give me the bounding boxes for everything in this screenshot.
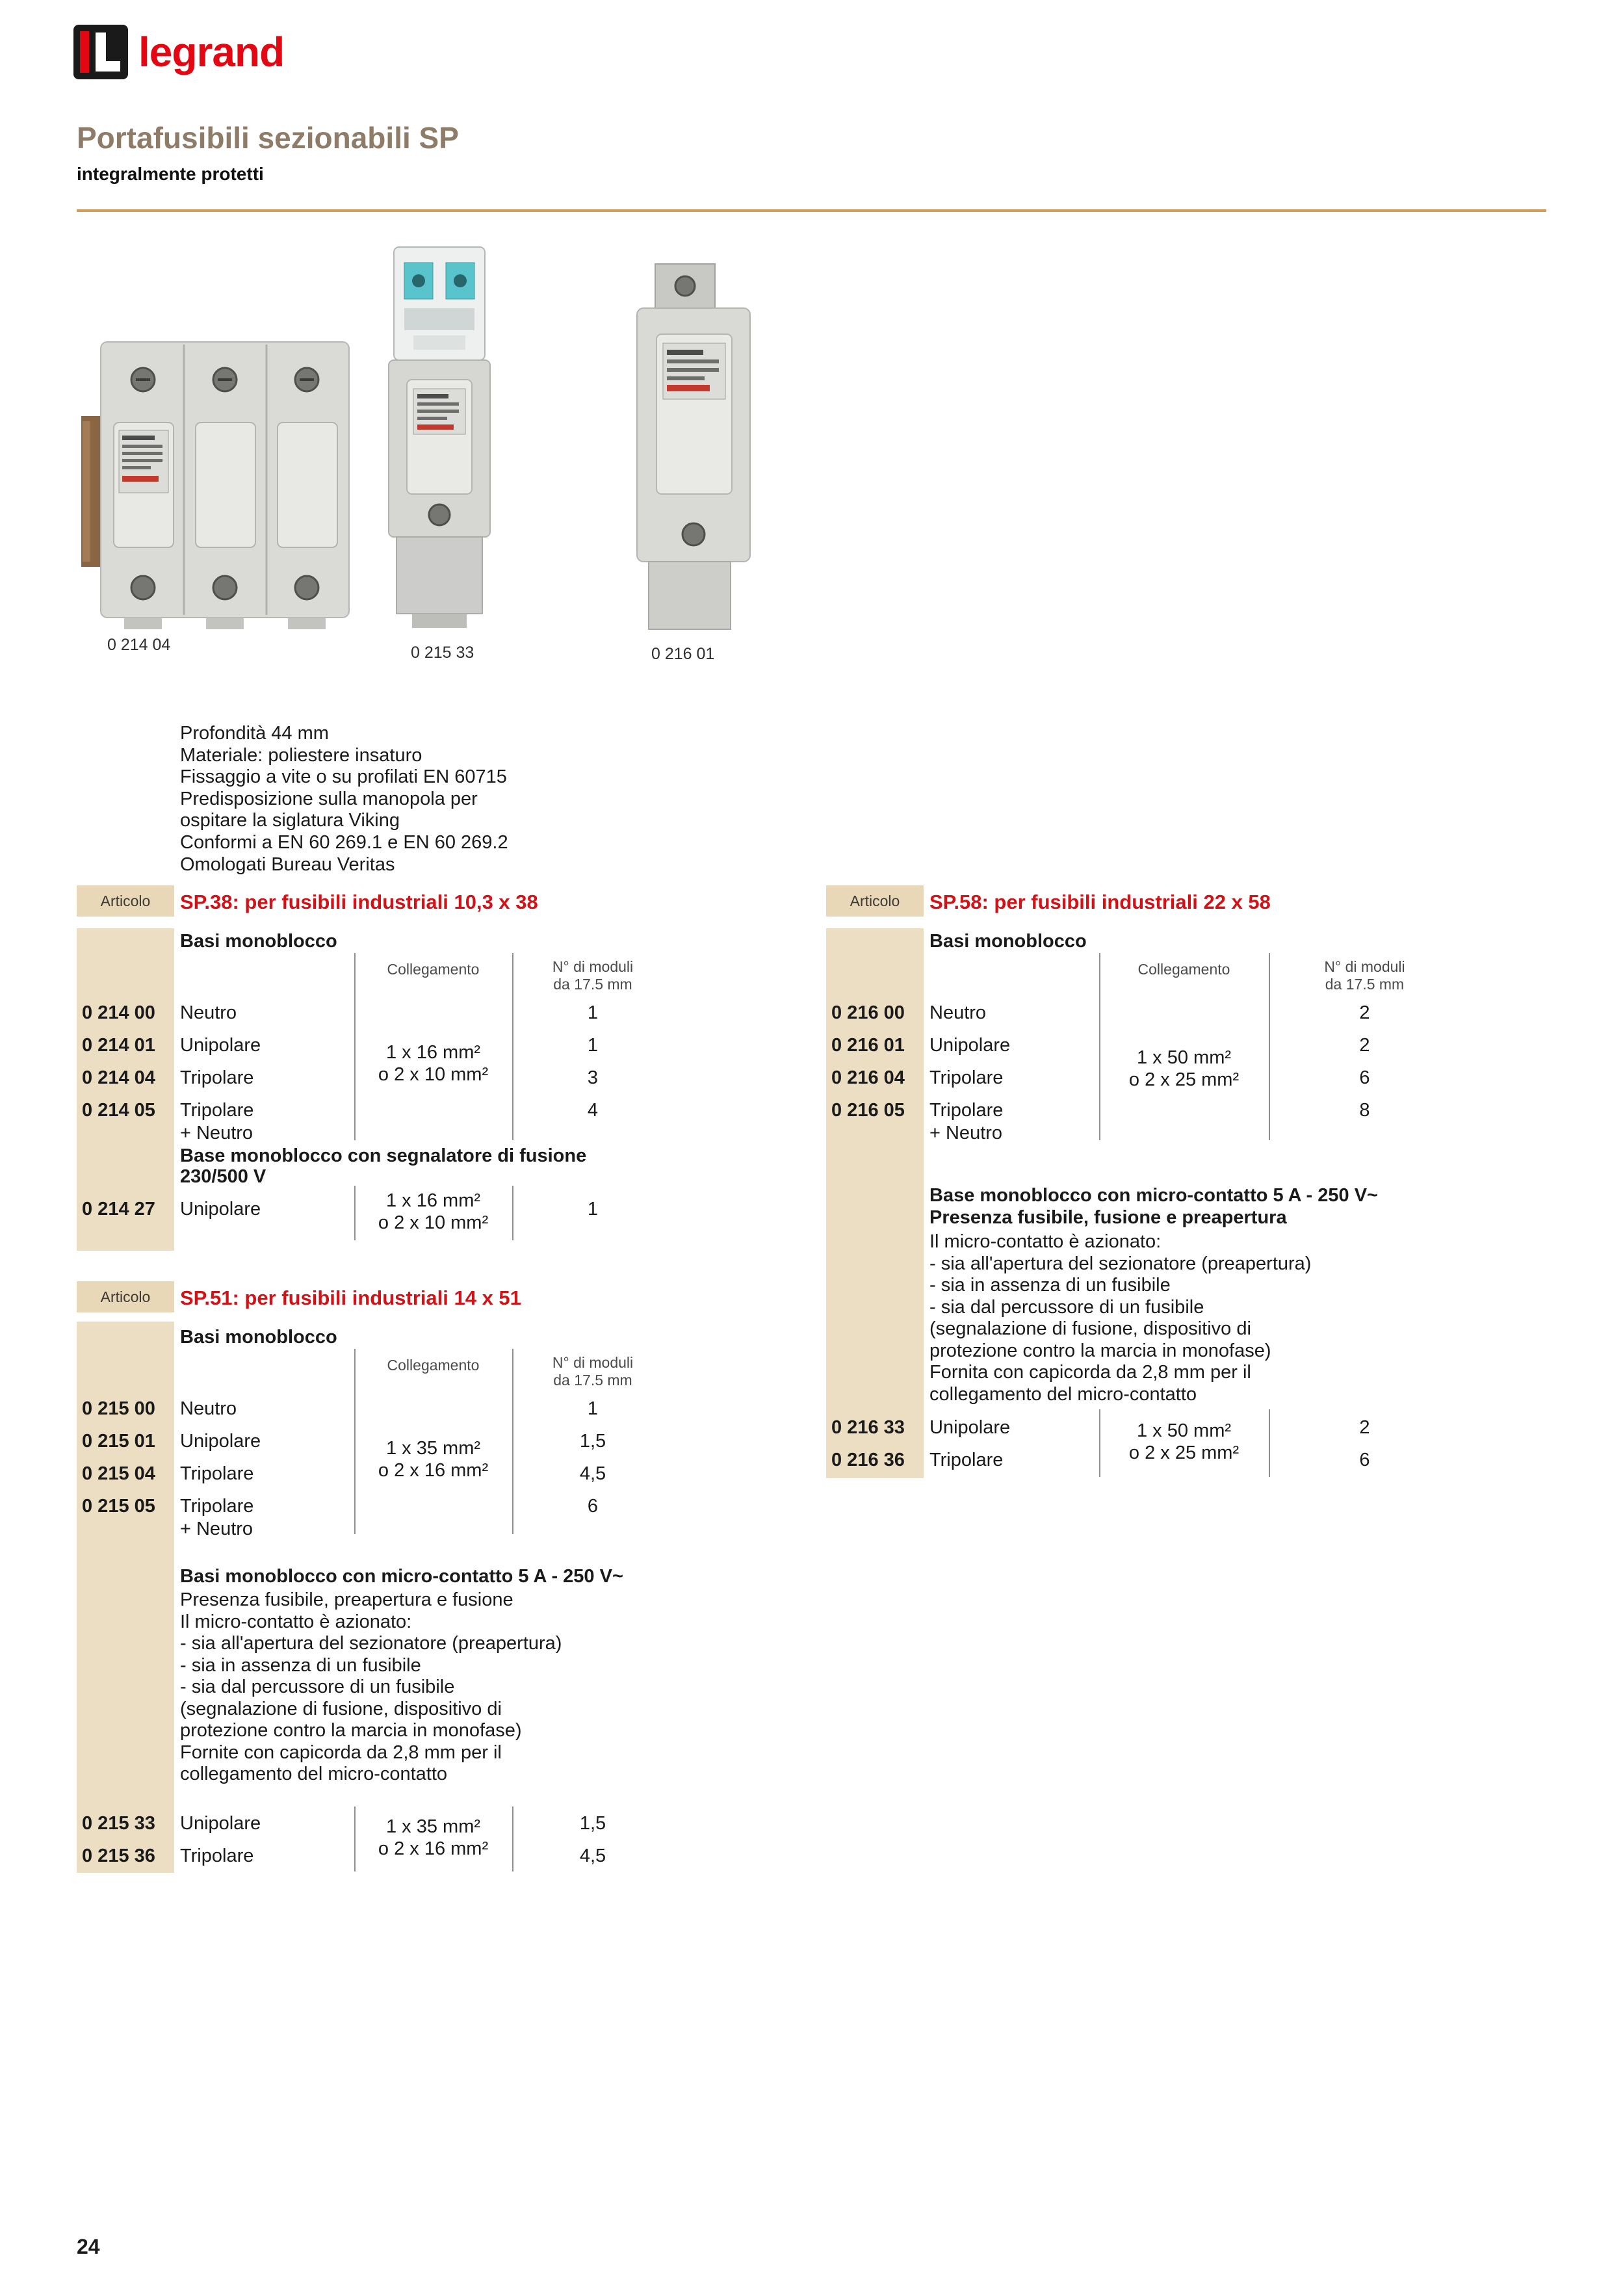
articolo-label: Articolo	[77, 1281, 174, 1312]
section-sp38	[77, 885, 675, 1266]
article-code: 0 214 01	[82, 1035, 155, 1056]
table-title: Basi monoblocco	[929, 931, 1087, 952]
article-code: 0 215 01	[82, 1431, 155, 1452]
article-code: 0 215 00	[82, 1398, 155, 1419]
column-header-moduli: N° di moduli da 17.5 mm	[552, 958, 634, 993]
article-code: 0 214 00	[82, 1002, 155, 1023]
row-description: Unipolare	[929, 1035, 1011, 1056]
row-moduli: 2	[1359, 1002, 1370, 1023]
subsection-title: Base monoblocco con segnalatore di fusione 230/500 V	[180, 1145, 587, 1187]
row-description: Unipolare	[180, 1035, 261, 1056]
collegamento-value: 1 x 50 mm² o 2 x 25 mm²	[1128, 1420, 1240, 1463]
section-heading-sp51: SP.51: per fusibili industriali 14 x 51	[180, 1286, 521, 1309]
legrand-logo	[73, 25, 284, 79]
row-description: Tripolare	[180, 1496, 254, 1517]
row-moduli: 1,5	[579, 1431, 606, 1452]
row-moduli: 4	[587, 1100, 599, 1121]
article-code: 0 215 05	[82, 1496, 155, 1517]
micro-contact-title: Basi monoblocco con micro-contatto 5 A - 250 V~	[180, 1566, 623, 1587]
row-description: Unipolare	[180, 1199, 261, 1220]
product-photo-fuse-holder-micro-contact	[385, 246, 494, 631]
article-code: 0 215 04	[82, 1463, 155, 1484]
column-header-collegamento: Collegamento	[387, 1357, 480, 1374]
row-description: Tripolare	[180, 1067, 254, 1088]
row-description: Unipolare	[180, 1813, 261, 1834]
row-description: Neutro	[929, 1002, 987, 1023]
row-moduli: 1	[587, 1035, 599, 1056]
collegamento-value: 1 x 16 mm² o 2 x 10 mm²	[378, 1042, 489, 1085]
row-moduli: 1	[587, 1002, 599, 1023]
row-moduli: 3	[587, 1067, 599, 1088]
row-description-line2: + Neutro	[180, 1123, 253, 1143]
product-photo-three-pole-fuse-holder	[81, 320, 354, 632]
micro-contact-title: Base monoblocco con micro-contatto 5 A - 250 V~ Presenza fusibile, fusione e preapertura	[929, 1185, 1378, 1228]
row-description: Unipolare	[180, 1431, 261, 1452]
row-description: Tripolare	[929, 1100, 1004, 1121]
row-moduli: 8	[1359, 1100, 1370, 1121]
row-moduli: 2	[1359, 1035, 1370, 1056]
micro-contact-description: Il micro-contatto è azionato: - sia all'apertura del sezionatore (preapertura) - sia in assenza di un fusibile - sia dal percussore di un fusibile (segnalazione di fusione, dispositivo di protezione contro la marcia in monofase) Fornita con capicorda da 2,8 mm per il collegamento del micro-contatto	[929, 1231, 1312, 1405]
column-header-moduli: N° di moduli da 17.5 mm	[1324, 958, 1405, 993]
article-code: 0 216 00	[831, 1002, 905, 1023]
section-heading-sp38: SP.38: per fusibili industriali 10,3 x 38	[180, 891, 538, 913]
page-subtitle: integralmente protetti	[77, 164, 264, 184]
articolo-label: Articolo	[77, 885, 174, 917]
product-description: Profondità 44 mm Materiale: poliestere insaturo Fissaggio a vite o su profilati EN 60715 Predisposizione sulla manopola per ospitare la siglatura Viking Conformi a EN 60 269.1 e EN 60 269.2 Omologati Bureau Veritas	[180, 723, 508, 875]
article-code: 0 216 01	[831, 1035, 905, 1056]
table-title: Basi monoblocco	[180, 1327, 337, 1348]
section-sp51	[77, 1281, 675, 1876]
legrand-logo-icon	[73, 25, 128, 79]
section-sp58	[826, 885, 1461, 1480]
row-description: Unipolare	[929, 1417, 1011, 1438]
row-moduli: 4,5	[579, 1463, 606, 1484]
table-title: Basi monoblocco	[180, 931, 337, 952]
article-code: 0 214 04	[82, 1067, 155, 1088]
row-description-line2: + Neutro	[180, 1519, 253, 1539]
row-description: Neutro	[180, 1002, 237, 1023]
article-code: 0 216 05	[831, 1100, 905, 1121]
row-description-line2: + Neutro	[929, 1123, 1003, 1143]
row-moduli: 6	[1359, 1450, 1370, 1470]
product-caption: 0 214 04	[107, 636, 171, 654]
collegamento-value: 1 x 50 mm² o 2 x 25 mm²	[1128, 1047, 1240, 1090]
column-header-collegamento: Collegamento	[1137, 961, 1230, 978]
article-code: 0 214 05	[82, 1100, 155, 1121]
product-photo-single-pole-fuse-holder	[629, 261, 758, 633]
article-code: 0 215 33	[82, 1813, 155, 1834]
articolo-label: Articolo	[826, 885, 924, 917]
row-moduli: 2	[1359, 1417, 1370, 1438]
column-header-moduli: N° di moduli da 17.5 mm	[552, 1354, 634, 1389]
article-code: 0 216 33	[831, 1417, 905, 1438]
micro-contact-description: Presenza fusibile, preapertura e fusione Il micro-contatto è azionato: - sia all'apertura del sezionatore (preapertura) - sia in assenza di un fusibile - sia dal percussore di un fusibile (segnalazione di fusione, dispositivo di protezione contro la marcia in monofase) Fornite con capicorda da 2,8 mm per il collegamento del micro-contatto	[180, 1589, 562, 1784]
product-caption: 0 215 33	[411, 644, 474, 662]
row-description: Tripolare	[180, 1100, 254, 1121]
header-rule	[77, 209, 1546, 212]
row-moduli: 4,5	[579, 1846, 606, 1866]
collegamento-value: 1 x 16 mm² o 2 x 10 mm²	[378, 1190, 489, 1233]
row-description: Tripolare	[180, 1846, 254, 1866]
row-description: Tripolare	[929, 1067, 1004, 1088]
page-number: 24	[77, 2235, 100, 2258]
collegamento-value: 1 x 35 mm² o 2 x 16 mm²	[378, 1438, 489, 1481]
row-description: Tripolare	[180, 1463, 254, 1484]
row-description: Tripolare	[929, 1450, 1004, 1470]
row-moduli: 1,5	[579, 1813, 606, 1834]
article-code: 0 216 04	[831, 1067, 905, 1088]
row-moduli: 6	[587, 1496, 599, 1517]
page-title: Portafusibili sezionabili SP	[77, 121, 459, 155]
row-description: Neutro	[180, 1398, 237, 1419]
brand-wordmark: legrand	[138, 29, 285, 75]
brand-header	[73, 25, 284, 79]
row-moduli: 1	[587, 1199, 599, 1220]
row-moduli: 1	[587, 1398, 599, 1419]
collegamento-value: 1 x 35 mm² o 2 x 16 mm²	[378, 1816, 489, 1859]
article-code: 0 215 36	[82, 1846, 155, 1866]
section-heading-sp58: SP.58: per fusibili industriali 22 x 58	[929, 891, 1271, 913]
row-moduli: 6	[1359, 1067, 1370, 1088]
article-code: 0 214 27	[82, 1199, 155, 1220]
column-header-collegamento: Collegamento	[387, 961, 480, 978]
article-code: 0 216 36	[831, 1450, 905, 1470]
product-caption: 0 216 01	[651, 645, 715, 663]
